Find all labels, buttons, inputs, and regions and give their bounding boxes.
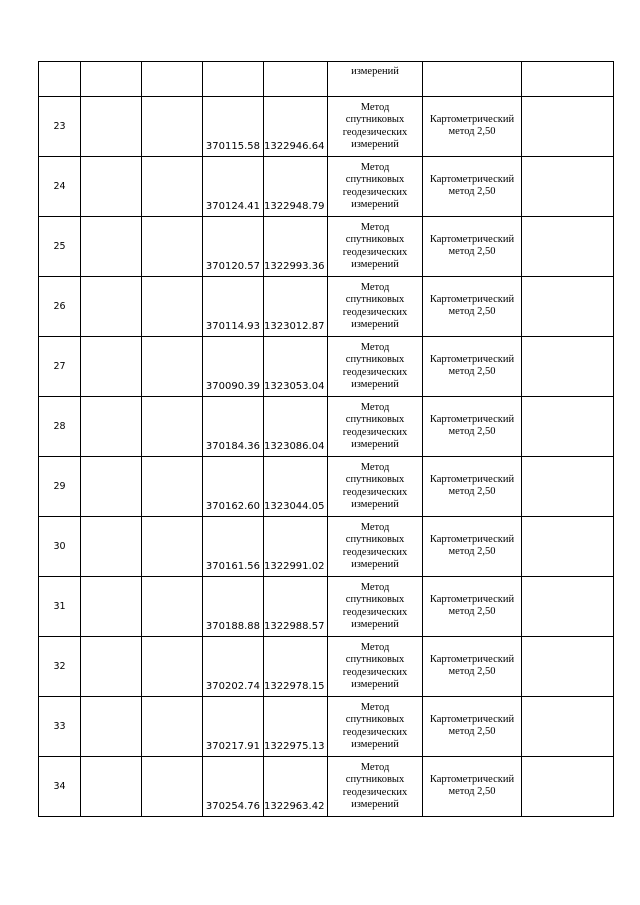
cell-point-number <box>39 62 81 97</box>
accuracy-text-line: метод 2,50 <box>448 186 496 197</box>
cell-empty <box>81 217 142 277</box>
cell-x-coordinate: 370114.93 <box>203 277 264 337</box>
cell-y-coordinate: 1322946.64 <box>264 97 328 157</box>
method-text-line: геодезических <box>342 426 408 438</box>
cell-y-coordinate: 1322978.15 <box>264 637 328 697</box>
accuracy-text-line: метод 2,50 <box>448 546 496 557</box>
method-text-line: Метод <box>360 581 390 593</box>
cell-x-coordinate: 370202.74 <box>203 637 264 697</box>
cell-empty <box>142 277 203 337</box>
method-text-line: спутниковых <box>345 654 405 665</box>
cell-empty <box>142 757 203 817</box>
cell-empty <box>522 217 614 277</box>
accuracy-text-line: метод 2,50 <box>448 306 496 317</box>
cell-empty <box>522 157 614 217</box>
cell-empty <box>81 277 142 337</box>
cell-method <box>328 97 423 157</box>
cell-x-coordinate: 370188.88 <box>203 577 264 637</box>
method-text-line: спутниковых <box>345 174 405 185</box>
coordinates-table <box>38 61 614 817</box>
accuracy-text-line: Картометрический <box>429 474 515 485</box>
cell-accuracy <box>423 277 522 337</box>
method-text-line: спутниковых <box>345 594 405 605</box>
cell-y-coordinate <box>264 62 328 97</box>
cell-point-number: 32 <box>39 637 81 697</box>
cell-point-number: 34 <box>39 757 81 817</box>
method-text-line: Метод <box>360 701 390 713</box>
accuracy-text-line: Картометрический <box>429 174 515 185</box>
method-text-line: Метод <box>360 641 390 653</box>
method-text-line: спутниковых <box>345 114 405 125</box>
table-row <box>39 157 614 217</box>
method-text-line: спутниковых <box>345 774 405 785</box>
cell-empty <box>522 697 614 757</box>
cell-method <box>328 337 423 397</box>
accuracy-text-line: Картометрический <box>429 294 515 305</box>
cell-empty <box>522 337 614 397</box>
accuracy-text-line: метод 2,50 <box>448 246 496 257</box>
accuracy-text-line: Картометрический <box>429 774 515 785</box>
cell-empty <box>522 457 614 517</box>
cell-accuracy <box>423 697 522 757</box>
method-text-line: Метод <box>360 521 390 533</box>
cell-empty <box>522 62 614 97</box>
method-text-line: геодезических <box>342 726 408 738</box>
cell-point-number: 30 <box>39 517 81 577</box>
method-text-line: геодезических <box>342 786 408 798</box>
table-rows <box>39 97 614 817</box>
accuracy-text-line: Картометрический <box>429 534 515 545</box>
method-text-line: спутниковых <box>345 294 405 305</box>
method-text-line: геодезических <box>342 546 408 558</box>
cell-empty <box>81 697 142 757</box>
cell-accuracy <box>423 62 522 97</box>
method-text-line: Метод <box>360 461 390 473</box>
cell-x-coordinate: 370120.57 <box>203 217 264 277</box>
cell-empty <box>81 757 142 817</box>
cell-accuracy <box>423 97 522 157</box>
accuracy-text-line: Картометрический <box>429 114 515 125</box>
cell-empty <box>522 577 614 637</box>
cell-point-number: 26 <box>39 277 81 337</box>
cell-y-coordinate: 1322988.57 <box>264 577 328 637</box>
cell-point-number: 28 <box>39 397 81 457</box>
method-text-line: измерений <box>351 499 399 510</box>
accuracy-text-line: метод 2,50 <box>448 366 496 377</box>
method-text-line: измерений <box>351 259 399 270</box>
cell-accuracy <box>423 157 522 217</box>
cell-x-coordinate: 370254.76 <box>203 757 264 817</box>
cell-x-coordinate: 370217.91 <box>203 697 264 757</box>
accuracy-text-line: Картометрический <box>429 714 515 725</box>
cell-y-coordinate: 1323012.87 <box>264 277 328 337</box>
cell-point-number: 29 <box>39 457 81 517</box>
method-text-line: спутниковых <box>345 414 405 425</box>
cell-empty <box>142 637 203 697</box>
cell-empty <box>81 97 142 157</box>
table-row <box>39 337 614 397</box>
method-text-line: геодезических <box>342 366 408 378</box>
table-row <box>39 457 614 517</box>
cell-accuracy <box>423 457 522 517</box>
cell-x-coordinate: 370162.60 <box>203 457 264 517</box>
cell-x-coordinate: 370115.58 <box>203 97 264 157</box>
cell-accuracy <box>423 637 522 697</box>
table-row <box>39 697 614 757</box>
cell-method <box>328 637 423 697</box>
method-text-line: Метод <box>360 101 390 113</box>
cell-point-number: 24 <box>39 157 81 217</box>
accuracy-text-line: Картометрический <box>429 354 515 365</box>
table-row <box>39 217 614 277</box>
method-text-line: геодезических <box>342 246 408 258</box>
cell-point-number: 31 <box>39 577 81 637</box>
cell-accuracy <box>423 757 522 817</box>
method-text-line: геодезических <box>342 486 408 498</box>
cell-empty <box>81 157 142 217</box>
method-text-line: Метод <box>360 341 390 353</box>
cell-method: измерений <box>328 62 423 97</box>
method-text-line: спутниковых <box>345 234 405 245</box>
accuracy-text-line: Картометрический <box>429 594 515 605</box>
cell-empty <box>142 457 203 517</box>
method-text-line: измерений <box>351 559 399 570</box>
cell-y-coordinate: 1322975.13 <box>264 697 328 757</box>
cell-empty <box>81 337 142 397</box>
method-text-line: Метод <box>360 761 390 773</box>
method-text-line: геодезических <box>342 666 408 678</box>
method-text-line: спутниковых <box>345 534 405 545</box>
cell-point-number: 25 <box>39 217 81 277</box>
cell-empty <box>522 97 614 157</box>
cell-accuracy <box>423 217 522 277</box>
cell-empty <box>142 397 203 457</box>
method-text-line: геодезических <box>342 606 408 618</box>
cell-x-coordinate: 370090.39 <box>203 337 264 397</box>
method-text-line: спутниковых <box>345 714 405 725</box>
table-row <box>39 517 614 577</box>
cell-x-coordinate: 370184.36 <box>203 397 264 457</box>
table-row-continuation <box>39 62 614 97</box>
cell-method <box>328 157 423 217</box>
cell-y-coordinate: 1323044.05 <box>264 457 328 517</box>
cell-x-coordinate <box>203 62 264 97</box>
cell-empty <box>142 62 203 97</box>
cell-method <box>328 217 423 277</box>
accuracy-text-line: метод 2,50 <box>448 786 496 797</box>
method-text-line: Метод <box>360 401 390 413</box>
cell-empty <box>522 757 614 817</box>
method-text-line: спутниковых <box>345 474 405 485</box>
method-text-line: спутниковых <box>345 354 405 365</box>
method-text-line: Метод <box>360 281 390 293</box>
method-text-line: измерений <box>351 439 399 450</box>
cell-accuracy <box>423 337 522 397</box>
cell-empty <box>81 457 142 517</box>
accuracy-text-line: метод 2,50 <box>448 726 496 737</box>
accuracy-text-line: метод 2,50 <box>448 606 496 617</box>
table-row <box>39 577 614 637</box>
cell-empty <box>81 62 142 97</box>
cell-method <box>328 277 423 337</box>
cell-method <box>328 397 423 457</box>
method-text-line: геодезических <box>342 186 408 198</box>
cell-empty <box>522 277 614 337</box>
cell-empty <box>142 577 203 637</box>
cell-method <box>328 457 423 517</box>
method-text-line: геодезических <box>342 306 408 318</box>
cell-y-coordinate: 1323053.04 <box>264 337 328 397</box>
table-row <box>39 397 614 457</box>
cell-method <box>328 697 423 757</box>
cell-empty <box>142 337 203 397</box>
accuracy-text-line: Картометрический <box>429 414 515 425</box>
cell-empty <box>81 517 142 577</box>
cell-method <box>328 757 423 817</box>
cell-empty <box>81 637 142 697</box>
cell-empty <box>522 637 614 697</box>
cell-empty <box>142 517 203 577</box>
method-text-line: измерений <box>351 619 399 630</box>
table-row <box>39 97 614 157</box>
cell-accuracy <box>423 517 522 577</box>
cell-method <box>328 517 423 577</box>
method-text-line: Метод <box>360 221 390 233</box>
cell-y-coordinate: 1323086.04 <box>264 397 328 457</box>
accuracy-text-line: метод 2,50 <box>448 426 496 437</box>
method-text-line: Метод <box>360 161 390 173</box>
cell-empty <box>142 157 203 217</box>
method-text-line: измерений <box>351 799 399 810</box>
table-row <box>39 757 614 817</box>
method-text-line: измерений <box>351 199 399 210</box>
cell-accuracy <box>423 577 522 637</box>
accuracy-text-line: метод 2,50 <box>448 666 496 677</box>
cell-point-number: 23 <box>39 97 81 157</box>
table-row <box>39 637 614 697</box>
accuracy-text-line: метод 2,50 <box>448 486 496 497</box>
method-text-line: измерений <box>351 379 399 390</box>
method-text-line: измерений <box>351 139 399 150</box>
cell-accuracy <box>423 397 522 457</box>
cell-y-coordinate: 1322991.02 <box>264 517 328 577</box>
cell-point-number: 33 <box>39 697 81 757</box>
table-row <box>39 277 614 337</box>
cell-method <box>328 577 423 637</box>
cell-empty <box>522 397 614 457</box>
method-text-line: измерений <box>351 679 399 690</box>
accuracy-text-line: Картометрический <box>429 234 515 245</box>
cell-y-coordinate: 1322948.79 <box>264 157 328 217</box>
method-text-line: геодезических <box>342 126 408 138</box>
accuracy-text-line: метод 2,50 <box>448 126 496 137</box>
cell-empty <box>81 397 142 457</box>
cell-x-coordinate: 370124.41 <box>203 157 264 217</box>
cell-empty <box>142 97 203 157</box>
cell-y-coordinate: 1322993.36 <box>264 217 328 277</box>
cell-x-coordinate: 370161.56 <box>203 517 264 577</box>
accuracy-text-line: Картометрический <box>429 654 515 665</box>
method-text-line: измерений <box>351 319 399 330</box>
cell-empty <box>142 217 203 277</box>
cell-empty <box>142 697 203 757</box>
cell-point-number: 27 <box>39 337 81 397</box>
cell-empty <box>81 577 142 637</box>
method-text-line: измерений <box>351 739 399 750</box>
cell-y-coordinate: 1322963.42 <box>264 757 328 817</box>
cell-empty <box>522 517 614 577</box>
